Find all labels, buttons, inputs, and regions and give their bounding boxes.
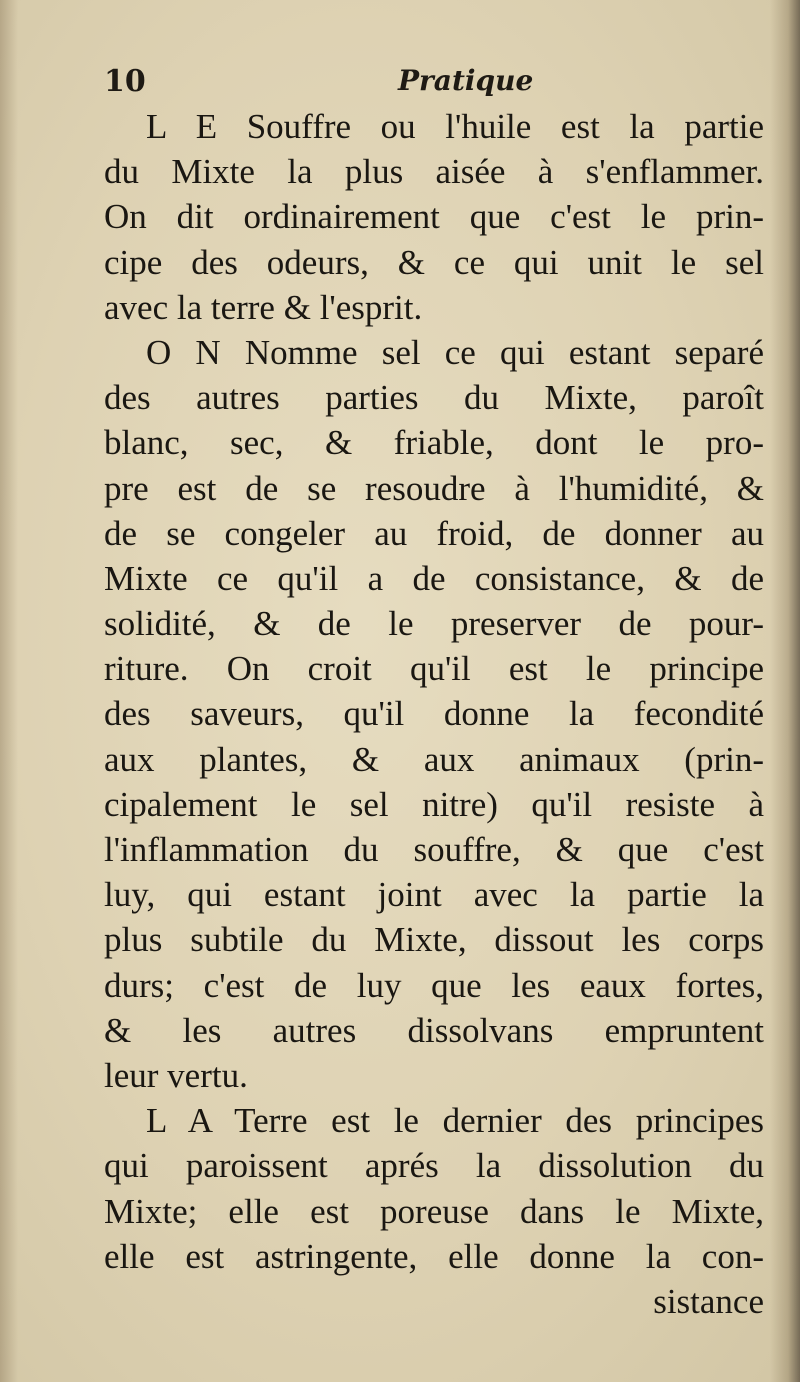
running-title: Pratique	[398, 64, 534, 97]
text-line: & les autres dissolvans empruntent	[104, 1010, 764, 1050]
page-number: 10	[104, 64, 146, 99]
text-line: Mixte ce qu'il a de consistance, & de	[104, 558, 764, 598]
text-line: sistance	[653, 1281, 764, 1321]
text-line: de se congeler au froid, de donner au	[104, 513, 764, 553]
body-text	[104, 104, 764, 1324]
text-line: qui paroissent aprés la dissolution du	[104, 1146, 764, 1186]
text-line: des autres parties du Mixte, paroît	[104, 378, 764, 418]
text-line: pre est de se resoudre à l'humidité, &	[104, 468, 764, 508]
text-line: du Mixte la plus aisée à s'enflammer.	[104, 152, 764, 192]
text-line: l'inflammation du souffre, & que c'est	[104, 830, 764, 869]
text-line: solidité, & de le preserver de pour-	[104, 604, 764, 644]
text-line: avec la terre & l'esprit.	[104, 287, 423, 327]
page-edge-shadow	[770, 0, 800, 1382]
page-gutter-shadow	[0, 0, 18, 1382]
text-line: Mixte; elle est poreuse dans le Mixte,	[104, 1191, 764, 1231]
text-line: cipe des odeurs, & ce qui unit le sel	[104, 242, 764, 282]
text-line: leur vertu.	[104, 1055, 248, 1095]
text-line: O N Nomme sel ce qui estant separé	[146, 332, 764, 372]
text-line: des saveurs, qu'il donne la fecondité	[104, 694, 764, 734]
text-line: aux plantes, & aux animaux (prin-	[104, 739, 764, 779]
text-line: cipalement le sel nitre) qu'il resiste à	[104, 784, 764, 824]
text-line: plus subtile du Mixte, dissout les corps	[104, 920, 764, 960]
text-line: luy, qui estant joint avec la partie la	[104, 875, 764, 915]
text-line: L E Souffre ou l'huile est la partie	[146, 107, 764, 146]
page-header	[104, 64, 764, 104]
text-line: L A Terre est le dernier des principes	[146, 1101, 764, 1141]
text-line: blanc, sec, & friable, dont le pro-	[104, 423, 764, 463]
text-line: On dit ordinairement que c'est le prin-	[104, 197, 764, 237]
text-line: elle est astringente, elle donne la con-	[104, 1236, 764, 1276]
text-line: riture. On croit qu'il est le principe	[104, 649, 764, 689]
text-line: durs; c'est de luy que les eaux fortes,	[104, 965, 764, 1005]
